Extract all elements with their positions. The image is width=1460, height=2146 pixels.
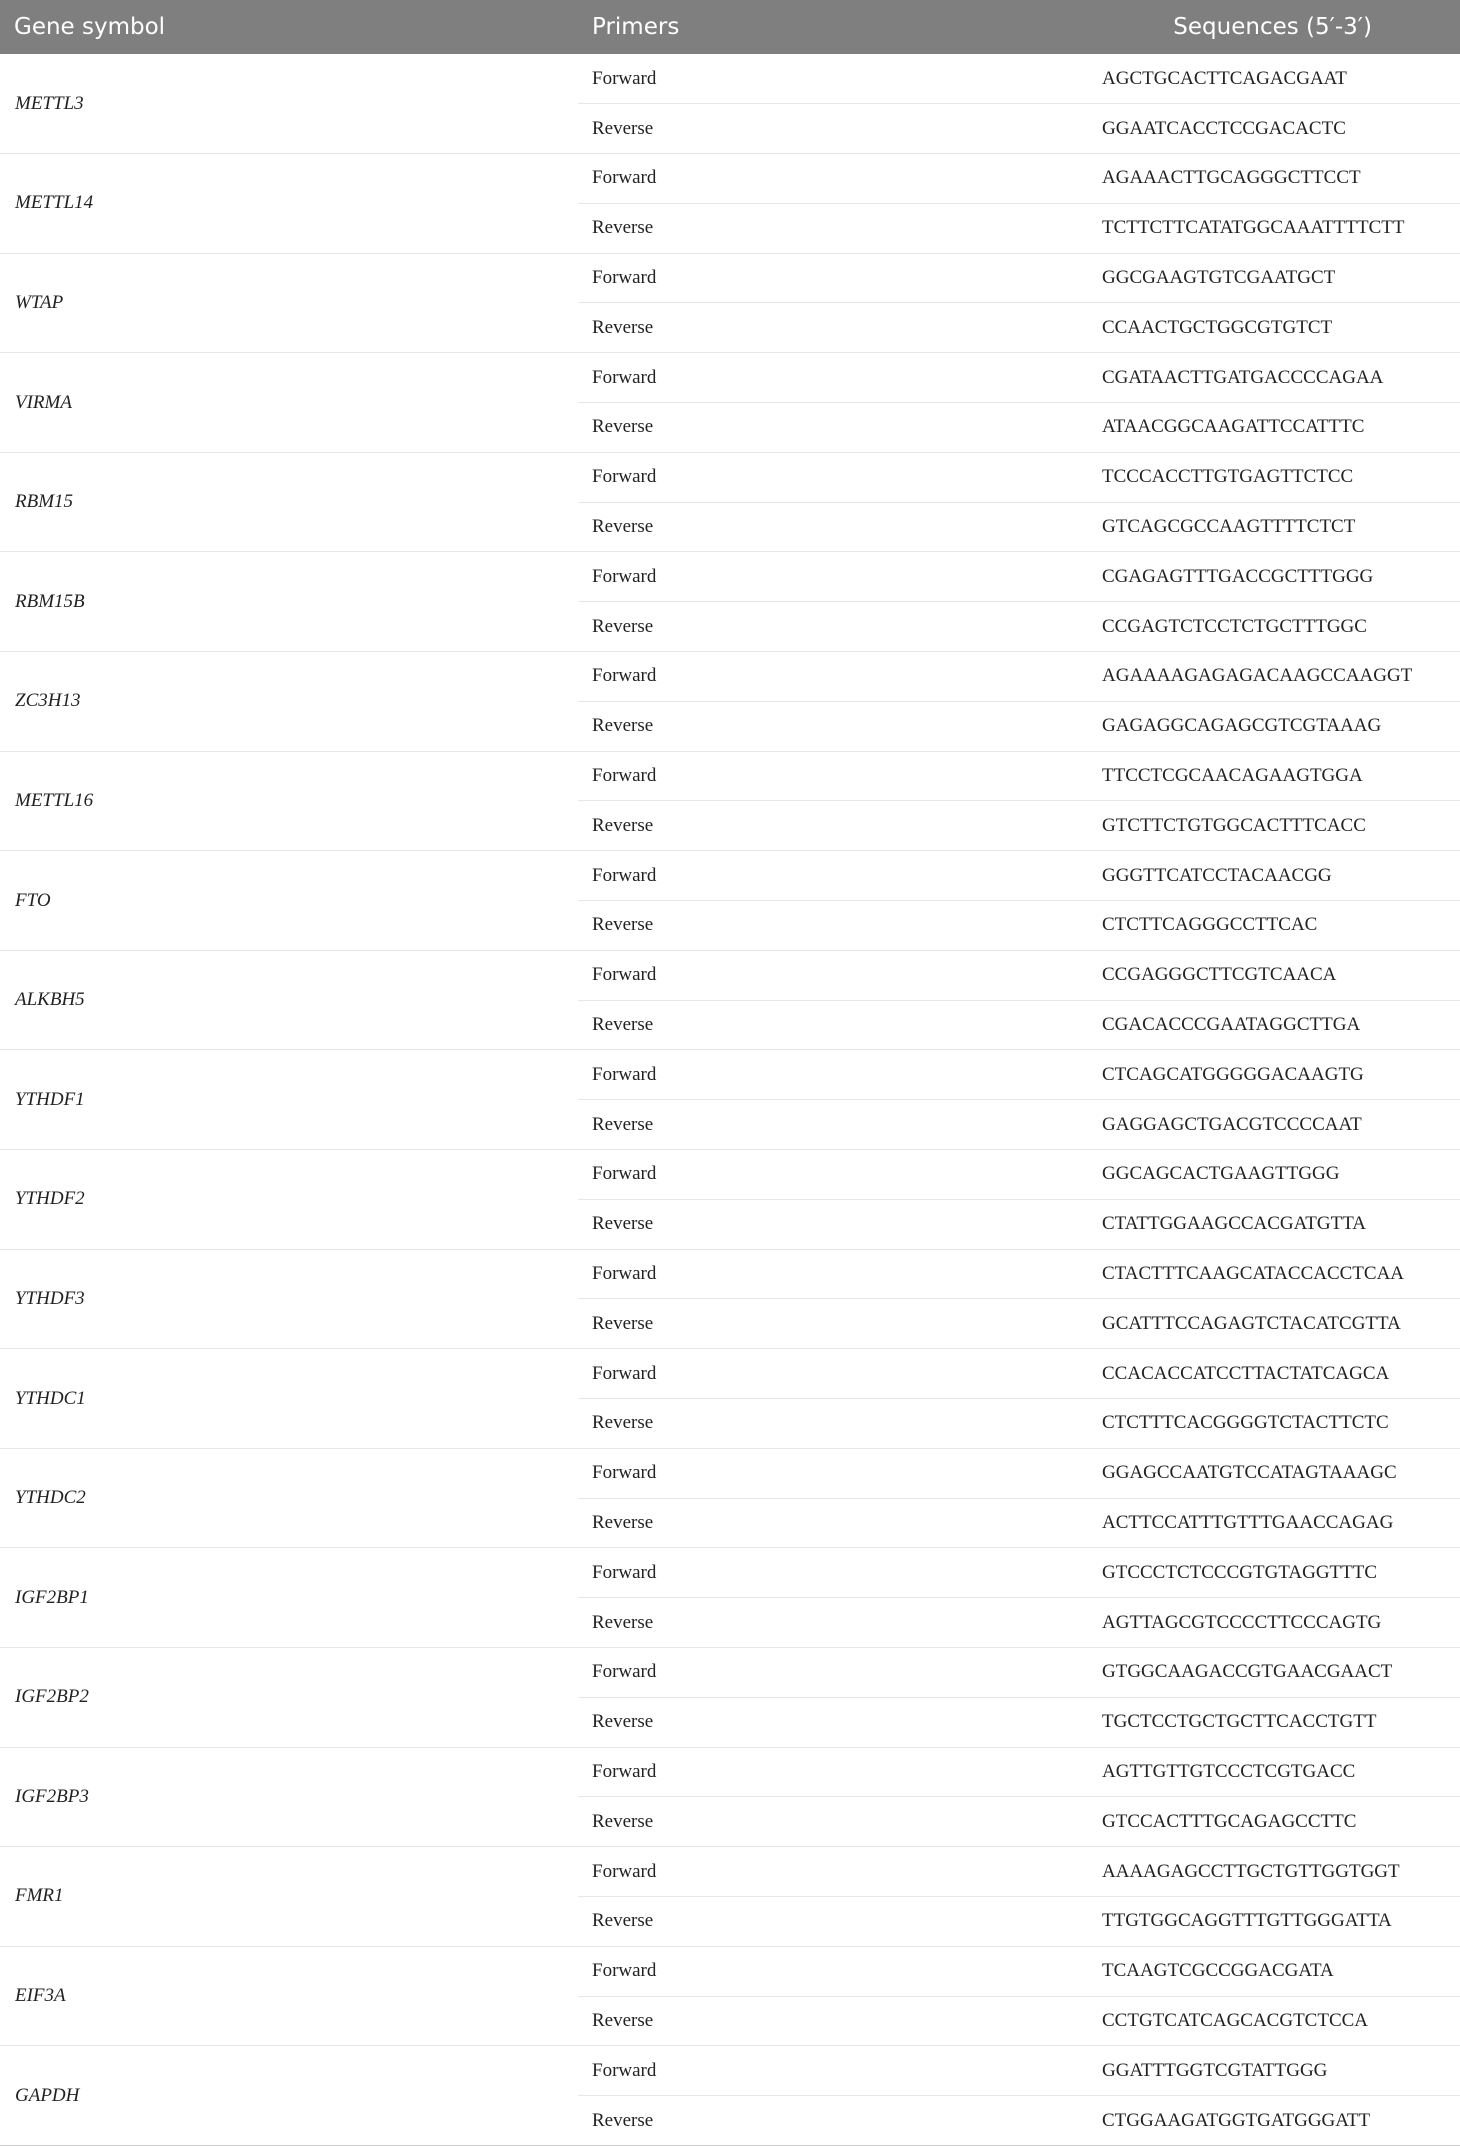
sequence-cell: TTCCTCGCAACAGAAGTGGA [1102, 751, 1460, 801]
primer-direction-cell: Reverse [578, 602, 1102, 652]
sequence-cell: AGTTAGCGTCCCCTTCCCAGTG [1102, 1598, 1460, 1648]
table-row [0, 1548, 1460, 1598]
primer-direction-cell: Forward [578, 1847, 1102, 1897]
primer-direction-cell: Reverse [578, 1697, 1102, 1747]
sequence-cell: GTCTTCTGTGGCACTTTCACC [1102, 801, 1460, 851]
sequence-cell: GCATTTCCAGAGTCTACATCGTTA [1102, 1299, 1460, 1349]
gene-symbol-cell: ALKBH5 [0, 950, 578, 1050]
sequence-cell: GTCAGCGCCAAGTTTTCTCT [1102, 502, 1460, 552]
primer-direction-cell: Forward [578, 54, 1102, 104]
sequence-cell: CTATTGGAAGCCACGATGTTA [1102, 1199, 1460, 1249]
sequence-cell: TGCTCCTGCTGCTTCACCTGTT [1102, 1697, 1460, 1747]
primer-direction-cell: Forward [578, 652, 1102, 702]
sequence-cell: AGTTGTTGTCCCTCGTGACC [1102, 1747, 1460, 1797]
primer-direction-cell: Forward [578, 353, 1102, 403]
table-row [0, 950, 1460, 1000]
primer-direction-cell: Reverse [578, 1100, 1102, 1150]
gene-symbol-cell: ZC3H13 [0, 652, 578, 752]
gene-symbol-cell: YTHDF2 [0, 1150, 578, 1250]
sequence-cell: GAGGAGCTGACGTCCCCAAT [1102, 1100, 1460, 1150]
table-row [0, 1249, 1460, 1299]
header-row [0, 0, 1460, 54]
primer-direction-cell: Forward [578, 1249, 1102, 1299]
sequence-cell: CTCTTTCACGGGGTCTACTTCTC [1102, 1399, 1460, 1449]
primer-direction-cell: Forward [578, 2046, 1102, 2096]
gene-symbol-cell: YTHDC1 [0, 1349, 578, 1449]
gene-symbol-cell: FTO [0, 851, 578, 951]
table-row [0, 1648, 1460, 1698]
sequence-cell: CTCTTCAGGGCCTTCAC [1102, 901, 1460, 951]
sequence-cell: CTACTTTCAAGCATACCACCTCAA [1102, 1249, 1460, 1299]
sequence-cell: CGATAACTTGATGACCCCAGAA [1102, 353, 1460, 403]
sequence-cell: CTCAGCATGGGGGACAAGTG [1102, 1050, 1460, 1100]
gene-symbol-cell: METTL16 [0, 751, 578, 851]
table-header [0, 0, 1460, 54]
primer-direction-cell: Forward [578, 1648, 1102, 1698]
sequence-cell: TCTTCTTCATATGGCAAATTTTCTT [1102, 203, 1460, 253]
primer-direction-cell: Forward [578, 1448, 1102, 1498]
gene-symbol-cell: FMR1 [0, 1847, 578, 1947]
primer-direction-cell: Reverse [578, 303, 1102, 353]
sequence-cell: CCTGTCATCAGCACGTCTCCA [1102, 1996, 1460, 2046]
gene-symbol-cell: RBM15B [0, 552, 578, 652]
primer-direction-cell: Reverse [578, 104, 1102, 154]
header-gene-symbol: Gene symbol [14, 14, 166, 40]
sequence-cell: CCACACCATCCTTACTATCAGCA [1102, 1349, 1460, 1399]
sequence-cell: GAGAGGCAGAGCGTCGTAAAG [1102, 701, 1460, 751]
table-row [0, 1150, 1460, 1200]
table-row [0, 54, 1460, 104]
gene-symbol-cell: YTHDF1 [0, 1050, 578, 1150]
primer-direction-cell: Reverse [578, 203, 1102, 253]
primer-direction-cell: Reverse [578, 1896, 1102, 1946]
primer-direction-cell: Forward [578, 1150, 1102, 1200]
sequence-cell: CCGAGTCTCCTCTGCTTTGGC [1102, 602, 1460, 652]
sequence-cell: GGCAGCACTGAAGTTGGG [1102, 1150, 1460, 1200]
sequence-cell: TCCCACCTTGTGAGTTCTCC [1102, 452, 1460, 502]
sequence-cell: GTCCCTCTCCCGTGTAGGTTTC [1102, 1548, 1460, 1598]
gene-symbol-cell: METTL3 [0, 54, 578, 154]
primer-direction-cell: Reverse [578, 1996, 1102, 2046]
header-sequences: Sequences (5′-3′) [1173, 14, 1372, 40]
primer-direction-cell: Forward [578, 751, 1102, 801]
table-row [0, 154, 1460, 204]
primer-direction-cell: Forward [578, 950, 1102, 1000]
sequence-cell: AGAAACTTGCAGGGCTTCCT [1102, 154, 1460, 204]
table-row [0, 652, 1460, 702]
sequence-cell: CGAGAGTTTGACCGCTTTGGG [1102, 552, 1460, 602]
sequence-cell: TCAAGTCGCCGGACGATA [1102, 1946, 1460, 1996]
sequence-cell: AGCTGCACTTCAGACGAAT [1102, 54, 1460, 104]
sequence-cell: TTGTGGCAGGTTTGTTGGGATTA [1102, 1896, 1460, 1946]
sequence-cell: CCAACTGCTGGCGTGTCT [1102, 303, 1460, 353]
table-row [0, 1050, 1460, 1100]
gene-symbol-cell: RBM15 [0, 452, 578, 552]
sequence-cell: ATAACGGCAAGATTCCATTTC [1102, 403, 1460, 453]
table-row [0, 1448, 1460, 1498]
header-primers: Primers [592, 14, 680, 40]
sequence-cell: GGCGAAGTGTCGAATGCT [1102, 253, 1460, 303]
gene-symbol-cell: VIRMA [0, 353, 578, 453]
table-row [0, 1349, 1460, 1399]
sequence-cell: GGATTTGGTCGTATTGGG [1102, 2046, 1460, 2096]
sequence-cell: ACTTCCATTTGTTTGAACCAGAG [1102, 1498, 1460, 1548]
primer-direction-cell: Forward [578, 253, 1102, 303]
primer-direction-cell: Reverse [578, 1399, 1102, 1449]
primer-direction-cell: Forward [578, 1747, 1102, 1797]
sequence-cell: GTCCACTTTGCAGAGCCTTC [1102, 1797, 1460, 1847]
gene-symbol-cell: IGF2BP1 [0, 1548, 578, 1648]
sequence-cell: GGAATCACCTCCGACACTC [1102, 104, 1460, 154]
table-row [0, 552, 1460, 602]
sequence-cell: AGAAAAGAGAGACAAGCCAAGGT [1102, 652, 1460, 702]
primer-direction-cell: Reverse [578, 701, 1102, 751]
primer-direction-cell: Reverse [578, 502, 1102, 552]
table-body [0, 54, 1460, 2145]
table-row [0, 851, 1460, 901]
table-row [0, 1747, 1460, 1797]
gene-symbol-cell: GAPDH [0, 2046, 578, 2146]
primer-direction-cell: Reverse [578, 801, 1102, 851]
gene-symbol-cell: WTAP [0, 253, 578, 353]
gene-symbol-cell: METTL14 [0, 154, 578, 254]
primer-direction-cell: Reverse [578, 1299, 1102, 1349]
primer-direction-cell: Forward [578, 1050, 1102, 1100]
primer-direction-cell: Forward [578, 552, 1102, 602]
gene-symbol-cell: YTHDF3 [0, 1249, 578, 1349]
sequence-cell: CTGGAAGATGGTGATGGGATT [1102, 2096, 1460, 2146]
primer-direction-cell: Reverse [578, 1797, 1102, 1847]
primer-direction-cell: Forward [578, 851, 1102, 901]
gene-symbol-cell: YTHDC2 [0, 1448, 578, 1548]
primer-direction-cell: Reverse [578, 1498, 1102, 1548]
sequence-cell: GGAGCCAATGTCCATAGTAAAGC [1102, 1448, 1460, 1498]
primer-direction-cell: Reverse [578, 1598, 1102, 1648]
primer-direction-cell: Reverse [578, 901, 1102, 951]
sequence-cell: AAAAGAGCCTTGCTGTTGGTGGT [1102, 1847, 1460, 1897]
primer-direction-cell: Reverse [578, 2096, 1102, 2146]
table-row [0, 2046, 1460, 2096]
sequence-cell: CCGAGGGCTTCGTCAACA [1102, 950, 1460, 1000]
primer-direction-cell: Forward [578, 1946, 1102, 1996]
table-row [0, 1847, 1460, 1897]
sequence-cell: CGACACCCGAATAGGCTTGA [1102, 1000, 1460, 1050]
gene-symbol-cell: EIF3A [0, 1946, 578, 2046]
primer-direction-cell: Reverse [578, 1199, 1102, 1249]
primer-direction-cell: Reverse [578, 1000, 1102, 1050]
table-row [0, 751, 1460, 801]
gene-symbol-cell: IGF2BP2 [0, 1648, 578, 1748]
table-row [0, 452, 1460, 502]
table-row [0, 253, 1460, 303]
primer-direction-cell: Reverse [578, 403, 1102, 453]
primer-direction-cell: Forward [578, 1349, 1102, 1399]
sequence-cell: GTGGCAAGACCGTGAACGAACT [1102, 1648, 1460, 1698]
primer-direction-cell: Forward [578, 1548, 1102, 1598]
primer-direction-cell: Forward [578, 154, 1102, 204]
table-row [0, 1946, 1460, 1996]
table-row [0, 353, 1460, 403]
gene-symbol-cell: IGF2BP3 [0, 1747, 578, 1847]
sequence-cell: GGGTTCATCCTACAACGG [1102, 851, 1460, 901]
primer-direction-cell: Forward [578, 452, 1102, 502]
